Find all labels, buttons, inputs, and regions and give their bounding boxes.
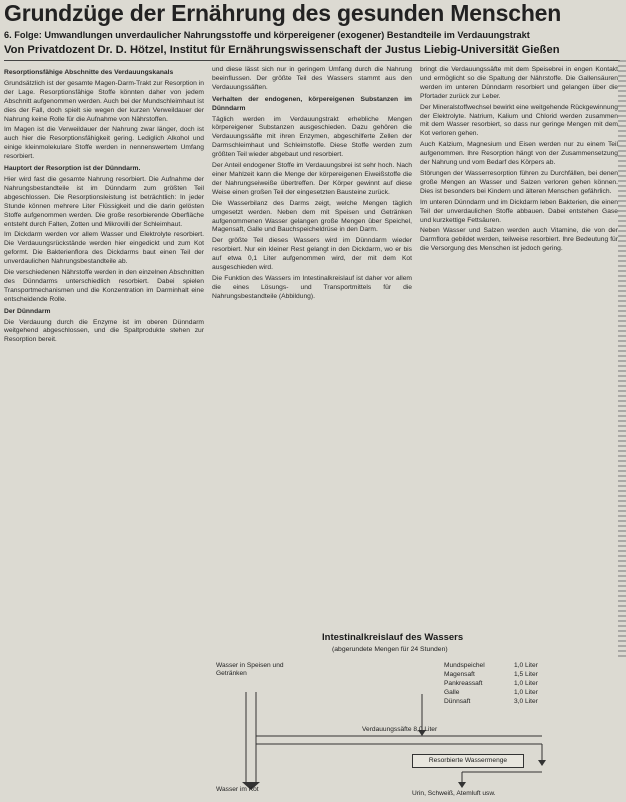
diagram-left-label: Wasser in Speisen und Getränken (216, 662, 284, 677)
column-2 (212, 66, 412, 632)
column-1 (4, 66, 204, 798)
diagram-row-label-1: Mundspeichel (444, 662, 485, 669)
col2-paragraph-2: Täglich werden im Verdauungstrakt erhebliche Mengen körpereigener Substanzen ausgeschieden. Dazu gehören die Verdauungssäfte mit ihren Enzymen, abgeschilferte Zellen der Darmschleimhaut und Schleimstoffe. Diese Stoffe werden zum größten Teil wieder abgebaut und resorbiert. (212, 115, 412, 159)
diagram-lines (212, 632, 622, 800)
diagram-row-label-2: Magensaft (444, 671, 475, 678)
diagram-row-value-5: 3,0 Liter (514, 698, 538, 705)
col1-paragraph-1: Grundsätzlich ist der gesamte Magen-Darm-Trakt zur Resorption in der Lage. Resorptionsfähige Stoffe könnten daher von jedem Abschnitt aufgenommen werden. Auch bei der Mundschleimhaut ist dies der Fall, doch spielt sie wegen der kurzen Verweildauer der Nahrung keine Rolle für die Aufnahme von Nährstoffen. (4, 79, 204, 123)
diagram-total: Verdauungssäfte 8,0 Liter (362, 726, 438, 733)
col1-paragraph-3: Hier wird fast die gesamte Nahrung resorbiert. Die Aufnahme der Nahrungsbestandteile ist im Dünndarm zum größten Teil abgeschlossen. Die Resorptionsleistung ist beträchtlich: In jeder Stunde können mehrere Liter Flüssigkeit und die darin gelösten Stoffe aufgenommen werden. Die große resorbierende Oberfläche entsteht durch Falten, Zotten und Mikrovilli der Schleimhaut. (4, 175, 204, 228)
column-3 (420, 66, 618, 632)
col3-paragraph-5: Im unteren Dünndarm und im Dickdarm leben Bakterien, die einen Teil der unverdaulichen Stoffe abbauen. Dabei entstehen Gase und kurzkettige Fettsäuren. (420, 198, 618, 224)
diagram-row-value-2: 1,5 Liter (514, 671, 538, 678)
water-cycle-diagram (212, 632, 622, 800)
col3-paragraph-2: Der Mineralstoffwechsel bewirkt eine weitgehende Rückgewinnung der Elektrolyte. Natrium, Kalium und Chlorid werden zusammen mit dem Wasser resorbiert, so dass nur geringe Mengen mit dem Kot verloren gehen. (420, 103, 618, 138)
diagram-row-label-4: Galle (444, 689, 460, 696)
diagram-bottom-label: Urin, Schweiß, Atemluft usw. (412, 790, 496, 797)
col3-paragraph-4: Störungen der Wasserresorption führen zu Durchfällen, bei denen große Mengen an Wasser und Salzen verloren gehen können. Dies ist besonders bei Kindern und älteren Menschen gefährlich. (420, 169, 618, 195)
col2-paragraph-1: und diese lässt sich nur in geringem Umfang durch die Nahrung beeinflussen. Der größte Teil des Wassers stammt aus den Verdauungssäften. (212, 66, 412, 91)
col1-paragraph-5: Die verschiedenen Nährstoffe werden in den einzelnen Abschnitten des Dünndarms unterschiedlich resorbiert. Dabei spielen Transportmechanismen und die Konzentration im Darminhalt eine entscheidende Rolle. (4, 269, 204, 303)
col2-paragraph-6: Die Funktion des Wassers im Intestinalkreislauf ist daher vor allem die eines Lösungs- und Transportmittels für die Nahrungsbestandteile (Abbildung). (212, 274, 412, 300)
article-author: Von Privatdozent Dr. D. Hötzel, Institut für Ernährungswissenschaft der Justus Liebig-Universität Gießen (4, 44, 560, 56)
col2-paragraph-3: Der Anteil endogener Stoffe im Verdauungsbrei ist sehr hoch. Nach einer Mahlzeit kann die Menge der körpereigenen Eiweißstoffe die der Nahrungseiweiße übertreffen. Der Körper gewinnt auf diese Weise einen großen Teil der eingesetzten Bausteine zurück. (212, 162, 412, 196)
col1-heading-1: Resorptionsfähige Abschnitte des Verdauungskanals (4, 69, 174, 76)
col2-paragraph-4: Die Wasserbilanz des Darms zeigt, welche Mengen täglich umgesetzt werden. Neben dem mit Speisen und Getränken aufgenommenen Wasser gelangen große Mengen über Speichel, Magensaft, Galle und Bauchspeicheldrüse in den Darm. (212, 199, 412, 234)
col3-paragraph-1: bringt die Verdauungssäfte mit dem Speisebrei in engen Kontakt und ermöglicht so die Spaltung der Nährstoffe. Die Gallensäuren werden im unteren Dünndarm resorbiert und gelangen über die Pfortader zurück zur Leber. (420, 66, 618, 100)
diagram-subtitle: (abgerundete Mengen für 24 Stunden) (332, 646, 448, 653)
article-subtitle: 6. Folge: Umwandlungen unverdaulicher Nahrungsstoffe und körpereigener (exogener) Bestandteile im Verdauungstrakt (4, 30, 530, 40)
col3-paragraph-6: Neben Wasser und Salzen werden auch Vitamine, die von der Darmflora gebildet werden, teilweise resorbiert. Ihre Bedeutung für die Versorgung des Menschen ist jedoch gering. (420, 227, 618, 253)
diagram-row-value-3: 1,0 Liter (514, 680, 538, 687)
col2-heading-1: Verhalten der endogenen, körpereigenen Substanzen im Dünndarm (212, 95, 412, 112)
diagram-title: Intestinalkreislauf des Wassers (322, 632, 464, 643)
col2-paragraph-5: Der größte Teil dieses Wassers wird im Dünndarm wieder resorbiert. Nur ein kleiner Rest gelangt in den Dickdarm, wo er bis auf etwa 0,1 Liter aufgenommen wird, der mit dem Kot ausgeschieden wird. (212, 237, 412, 272)
article-title: Grundzüge der Ernährung des gesunden Menschen (4, 0, 562, 26)
diagram-row-value-4: 1,0 Liter (514, 689, 538, 696)
col1-paragraph-6: Die Verdauung durch die Enzyme ist im oberen Dünndarm weitgehend abgeschlossen, und die Spaltprodukte stehen zur Resorption bereit. (4, 318, 204, 344)
diagram-resorbed-box: Resorbierte Wassermenge (412, 754, 524, 768)
diagram-row-label-5: Dünnsaft (444, 698, 471, 705)
diagram-row-label-3: Pankreassaft (444, 680, 483, 687)
scan-edge-decoration (618, 60, 626, 660)
col3-paragraph-3: Auch Kalzium, Magnesium und Eisen werden nur zu einem Teil aufgenommen. Ihre Resorption hängt von der Zusammensetzung der Nahrung und vom Bedarf des Körpers ab. (420, 141, 618, 167)
header-rule (4, 60, 620, 61)
col1-paragraph-2: Im Magen ist die Verweildauer der Nahrung zwar länger, doch ist auch hier die Resorptionsfähigkeit gering. Lediglich Alkohol und einige kleinmolekulare Stoffe werden in nennenswertem Umfang resorbiert. (4, 126, 204, 161)
col1-paragraph-4: Im Dickdarm werden vor allem Wasser und Elektrolyte resorbiert. Die Verdauungsrückstände werden hier eingedickt und zum Kot geformt. Die Bakterienflora des Dickdarms baut einen Teil der unverdaulichen Nahrungsbestandteile ab. (4, 231, 204, 266)
col1-heading-2: Hauptort der Resorption ist der Dünndarm. (4, 165, 141, 173)
diagram-row-value-1: 1,0 Liter (514, 662, 538, 669)
diagram-left-bottom: Wasser im Kot (216, 786, 259, 793)
col1-heading-3: Der Dünndarm (4, 307, 51, 315)
